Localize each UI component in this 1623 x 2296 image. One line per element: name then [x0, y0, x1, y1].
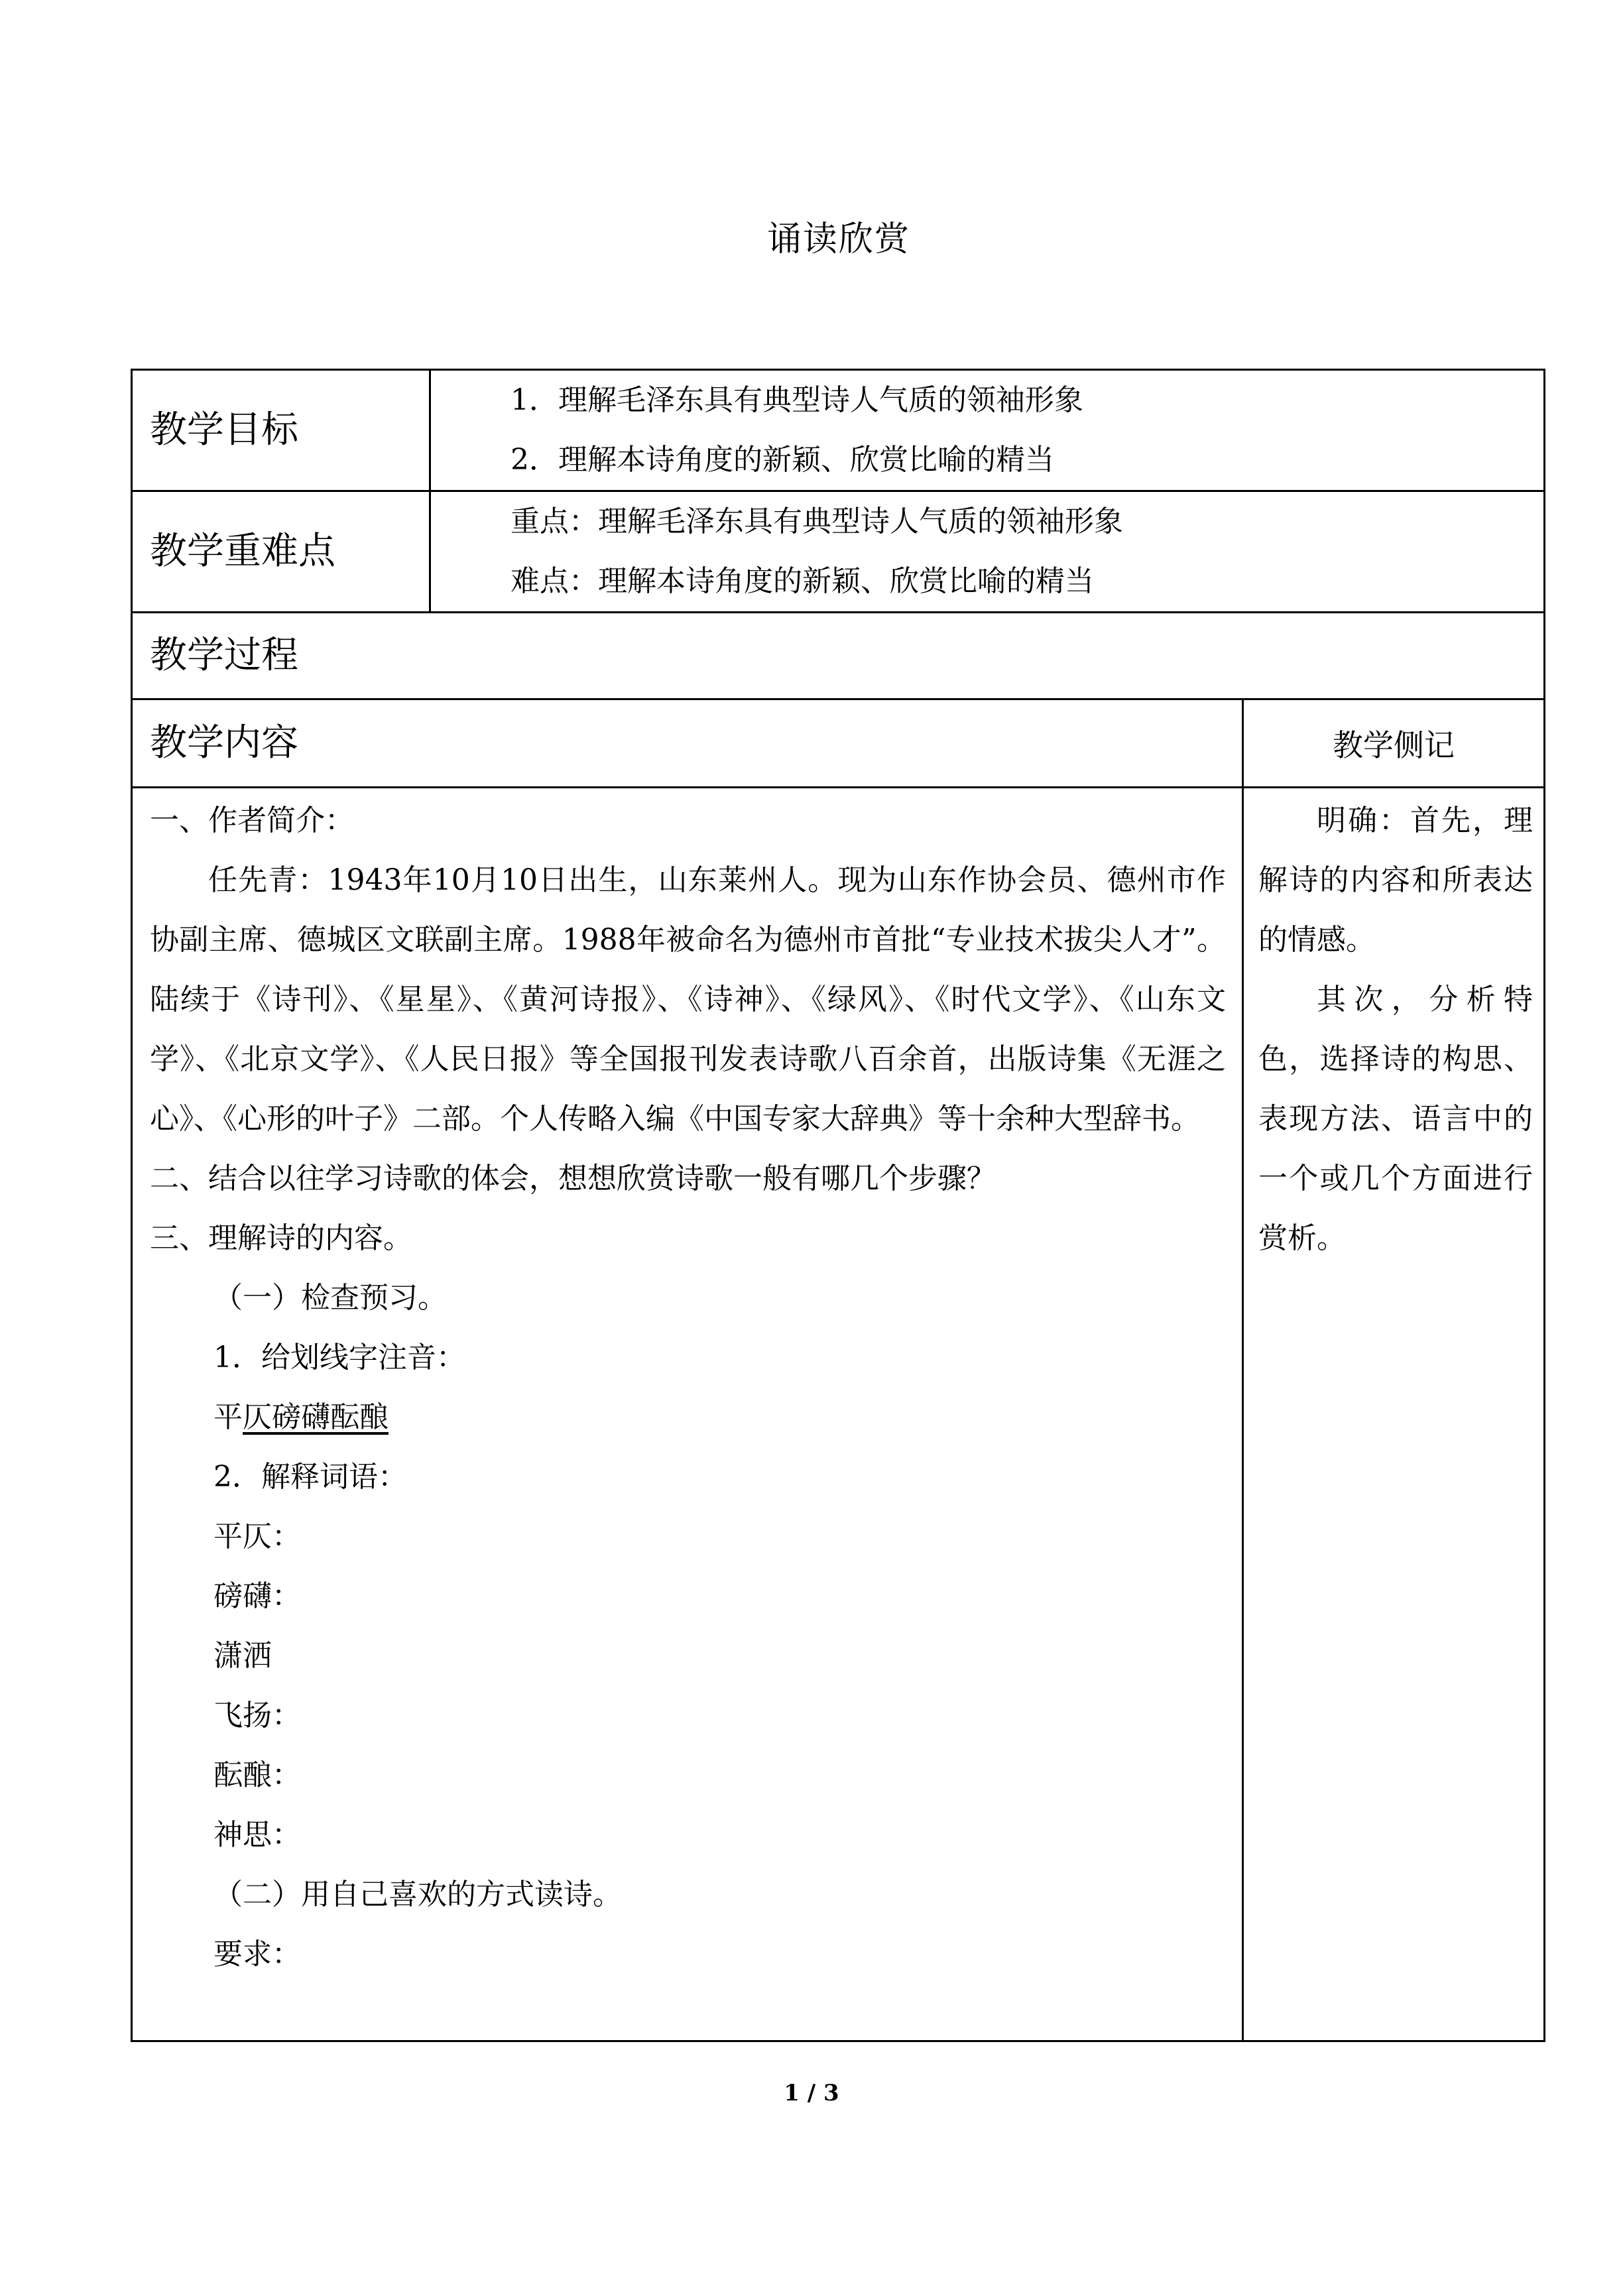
author-bio: 任先青：1943年10月10日出生，山东莱州人。现为山东作协会员、德州市作协副主席、德城区文联副主席。1988年被命名为德州市首批“专业技术拔尖人才”。陆续于《诗刊》、《星星》、《黄河诗报》、《诗神》、《绿风》、《时代文学》、《山东文学》、《北京文学》、《人民日报》等全国报刊发表诗歌八百余首，出版诗集《无涯之心》、《心形的叶子》二部。个人传略入编《中国专家大辞典》等十余种大型辞书。	[150, 863, 1226, 1136]
content-header-row	[132, 699, 1545, 788]
key-point-item: 重点：理解毛泽东具有典型诗人气质的领袖形象	[511, 505, 1123, 538]
process-row	[132, 613, 1545, 699]
pinyin-prefix: 平	[213, 1400, 243, 1434]
objective-item: 1．理解毛泽东具有典型诗人气质的领袖形象	[511, 383, 1083, 417]
preview-heading: （一）检查预习。	[213, 1281, 447, 1315]
pinyin-task: 1．给划线字注音：	[213, 1341, 465, 1374]
content-row	[132, 788, 1545, 2041]
document-title: 诵读欣赏	[766, 219, 910, 259]
term-item: 平仄：	[213, 1520, 301, 1553]
content-cell	[132, 788, 1243, 2041]
term-item: 神思：	[213, 1818, 301, 1852]
term-item: 飞扬：	[213, 1699, 301, 1732]
objectives-cell	[430, 370, 1545, 491]
key-points-label: 教学重难点	[132, 491, 430, 613]
term-item: 酝酿：	[213, 1758, 301, 1792]
key-points-row	[132, 491, 1545, 613]
explain-task: 2．解释词语：	[213, 1460, 407, 1494]
question-steps: 二、结合以往学习诗歌的体会，想想欣赏诗歌一般有哪几个步骤？	[150, 1162, 996, 1195]
side-note-para: 明确：首先，理解诗的内容和所表达的情感。	[1258, 804, 1533, 957]
side-note-para: 其次，分析特色，选择诗的构思、表现方法、语言中的一个或几个方面进行赏析。	[1258, 983, 1533, 1255]
pinyin-words	[150, 1388, 1226, 1447]
term-item: 潇洒	[213, 1639, 272, 1673]
key-point-item: 难点：理解本诗角度的新颖、欣赏比喻的精当	[511, 564, 1094, 598]
read-poem-heading: （二）用自己喜欢的方式读诗。	[213, 1878, 622, 1911]
key-points-cell	[430, 491, 1545, 613]
side-notes-cell	[1243, 788, 1545, 2041]
objectives-label: 教学目标	[132, 370, 430, 491]
objective-item: 2．理解本诗角度的新颖、欣赏比喻的精当	[511, 443, 1054, 477]
process-label: 教学过程	[132, 613, 1545, 699]
underlined-chars: 仄磅礴酝酿	[243, 1400, 389, 1434]
content-label: 教学内容	[132, 699, 1243, 788]
lesson-plan-table	[131, 369, 1545, 2042]
objectives-row	[132, 370, 1545, 491]
term-item: 磅礴：	[213, 1579, 301, 1613]
understand-heading: 三、理解诗的内容。	[150, 1221, 412, 1255]
page-number: 1 / 3	[784, 2080, 839, 2106]
side-notes-label: 教学侧记	[1243, 699, 1545, 788]
author-intro-heading: 一、作者简介：	[150, 804, 354, 837]
requirements-label: 要求：	[213, 1937, 301, 1971]
